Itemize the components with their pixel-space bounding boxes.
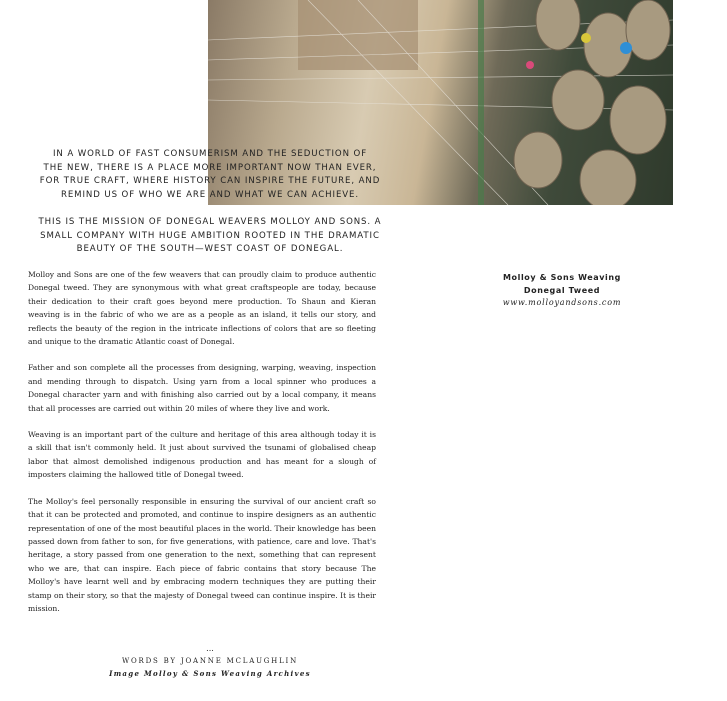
company-subtitle: Donegal Tweed [523,285,601,295]
article-body [28,268,376,628]
author-credit: WORDS BY JOANNE MCLAUGHLIN [121,657,299,665]
mission-statement [28,216,392,257]
paragraph: Father and son complete all the processes from designing, warping, weaving, inspection and mending through to dispatch. Using yarn from a local spinner who produces a Donegal character yarn and with finishing also carried out by a local company, it means that all processes are carried out within 20 miles of where they live and work. [28,363,376,413]
image-credit: Image Molloy & Sons Weaving Archives [109,669,311,678]
paragraph: Molloy and Sons are one of the few weavers that can proudly claim to produce authentic Donegal tweed. They are synonymous with what great craftspeople are today, because their dedication to their craft goes beyond mere production. To Shaun and Kieran weaving is in the fabric of who we are as a people as an island, it tells our story, and reflects the beauty of the region in the intricate inflections of colors that are so fleeting and unique to the dramatic Atlantic coast of Donegal. [28,270,376,347]
mission-line: SMALL COMPANY WITH HUGE AMBITION ROOTED IN THE DRAMATIC [40,230,380,241]
intro-statement [28,148,392,202]
paragraph: The Molloy's feel personally responsible in ensuring the survival of our ancient craft so that it can be protected and promoted, and continue to inspire designers as an authentic representation of one of the most beautiful places in the world. Their knowledge has been passed down from father to son, for five generations, with patience, care and love. That's heritage, a story passed from one generation to the next, something that can represent who we are, that can inspire. Each piece of fabric contains that story because The Molloy's have learnt well and by embracing modern techniques they are putting their stamp on their story, so that the majesty of Donegal tweed can continue inspire. It is their mission. [28,496,376,613]
ellipsis-divider: ... [206,644,214,653]
intro-line: IN A WORLD OF FAST CONSUMERISM AND THE SEDUCTION OF [52,149,368,159]
intro-line: FOR TRUE CRAFT, WHERE HISTORY CAN INSPIRE THE FUTURE, AND [39,176,381,186]
company-name: Molloy & Sons Weaving [502,273,622,282]
company-info [462,272,662,310]
intro-line: THE NEW, THERE IS A PLACE MORE IMPORTANT NOW THAN EVER, [43,162,377,173]
mission-line: BEAUTY OF THE SOUTH—WEST COAST OF DONEGAL. [76,244,344,254]
paragraph: Weaving is an important part of the culture and heritage of this area although today it is a skill that isn't commonly held. It just about survived the tsunami of globalised cheap labor that almost demolished indigenous production and has meant for a slough of imposters claiming the hallowed title of Donegal tweed. [28,430,376,480]
company-website-link[interactable]: www.molloyandsons.com [502,298,622,307]
article-footer [80,644,340,680]
intro-line: REMIND US OF WHO WE ARE AND WHAT WE CAN ACHIEVE. [60,189,360,200]
mission-line: THIS IS THE MISSION OF DONEGAL WEAVERS MOLLOY AND SONS. A [38,217,382,227]
